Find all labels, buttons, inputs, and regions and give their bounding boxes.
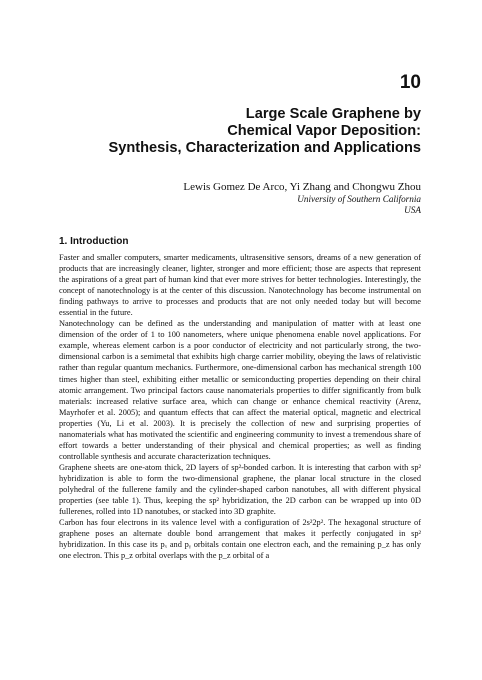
title-line: Large Scale Graphene by <box>245 106 421 122</box>
chapter-title <box>41 106 421 157</box>
body-text <box>59 252 421 561</box>
title-line: Chemical Vapor Deposition: <box>227 123 421 139</box>
paragraph: Faster and smaller computers, smarter medicaments, ultrasensitive sensors, dreams of a new generation of products that are increasingly cleaner, lighter, stronger and more efficient; those are aspects that represent the aspirations of a great part of human kind that ever more strives for better technologies. Interestingly, the concept of nanotechnology is at the center of this discussion. Nanotechnology has become instrumental on finding pathways to arrive to processes and products that are not only needed today but will become essential in the future. <box>59 253 421 318</box>
author-list: Lewis Gomez De Arco, Yi Zhang and Chongwu Zhou <box>183 181 421 193</box>
paragraph: Graphene sheets are one-atom thick, 2D layers of sp²-bonded carbon. It is interesting that carbon with sp² hybridization is able to form the two-dimensional graphene, the planar local structure in the closed polyhedral of the fullerene family and the cylinder-shaped carbon nanotubes, all with different physical properties (see table 1). Thus, keeping the sp² hybridization, the 2D carbon can be wrapped up into 0D fullerenes, rolled into 1D nanotubes, or stacked into 3D graphite. <box>59 462 421 517</box>
paragraph: Nanotechnology can be defined as the understanding and manipulation of matter with at least one dimension of the order of 1 to 100 nanometers, where unique phenomena enable novel applications. For example, whereas element carbon is a poor conductor of electricity and not particularly strong, the two-dimensional carbon is a semimetal that exhibits high charge carrier mobility, obeying the laws of relativistic rather than regular quantum mechanics. Furthermore, one-dimensional carbon has mechanical strength 100 times higher than steel, exhibiting either metallic or semiconducting properties depending on their chiral atomic arrangement. Two principal factors cause nanomaterials properties to differ significantly from bulk materials: increased relative surface area, which can change or enhance chemical reactivity (Arenz, Mayrhofer et al. 2005); and quantum effects that can affect the material optical, magnetic and electrical properties (Yu, Li et al. 2003). It is precisely the collection of new and surprising properties of nanomaterials what has motivated the scientific and engineering community to invest a tremendous share of effort towards a better understanding of their physical and chemical properties; as well as finding controllable synthesis and accurate characterization techniques. <box>59 319 421 461</box>
paragraph: Carbon has four electrons in its valence level with a configuration of 2s²2p². The hexagonal structure of graphene poses an alternate double bond arrangement that makes it perfectly conjugated in sp² hybridization. In this case its pₓ and pᵧ orbitals contain one electron each, and the remaining p_z has only one electron. This p_z orbital overlaps with the p_z orbital of a <box>59 518 421 561</box>
affiliation-country: USA <box>404 205 421 215</box>
affiliation <box>297 194 421 216</box>
section-heading: 1. Introduction <box>59 236 129 247</box>
chapter-number: 10 <box>399 72 421 93</box>
title-line: Synthesis, Characterization and Applications <box>108 140 421 156</box>
affiliation-institution: University of Southern California <box>297 194 421 204</box>
